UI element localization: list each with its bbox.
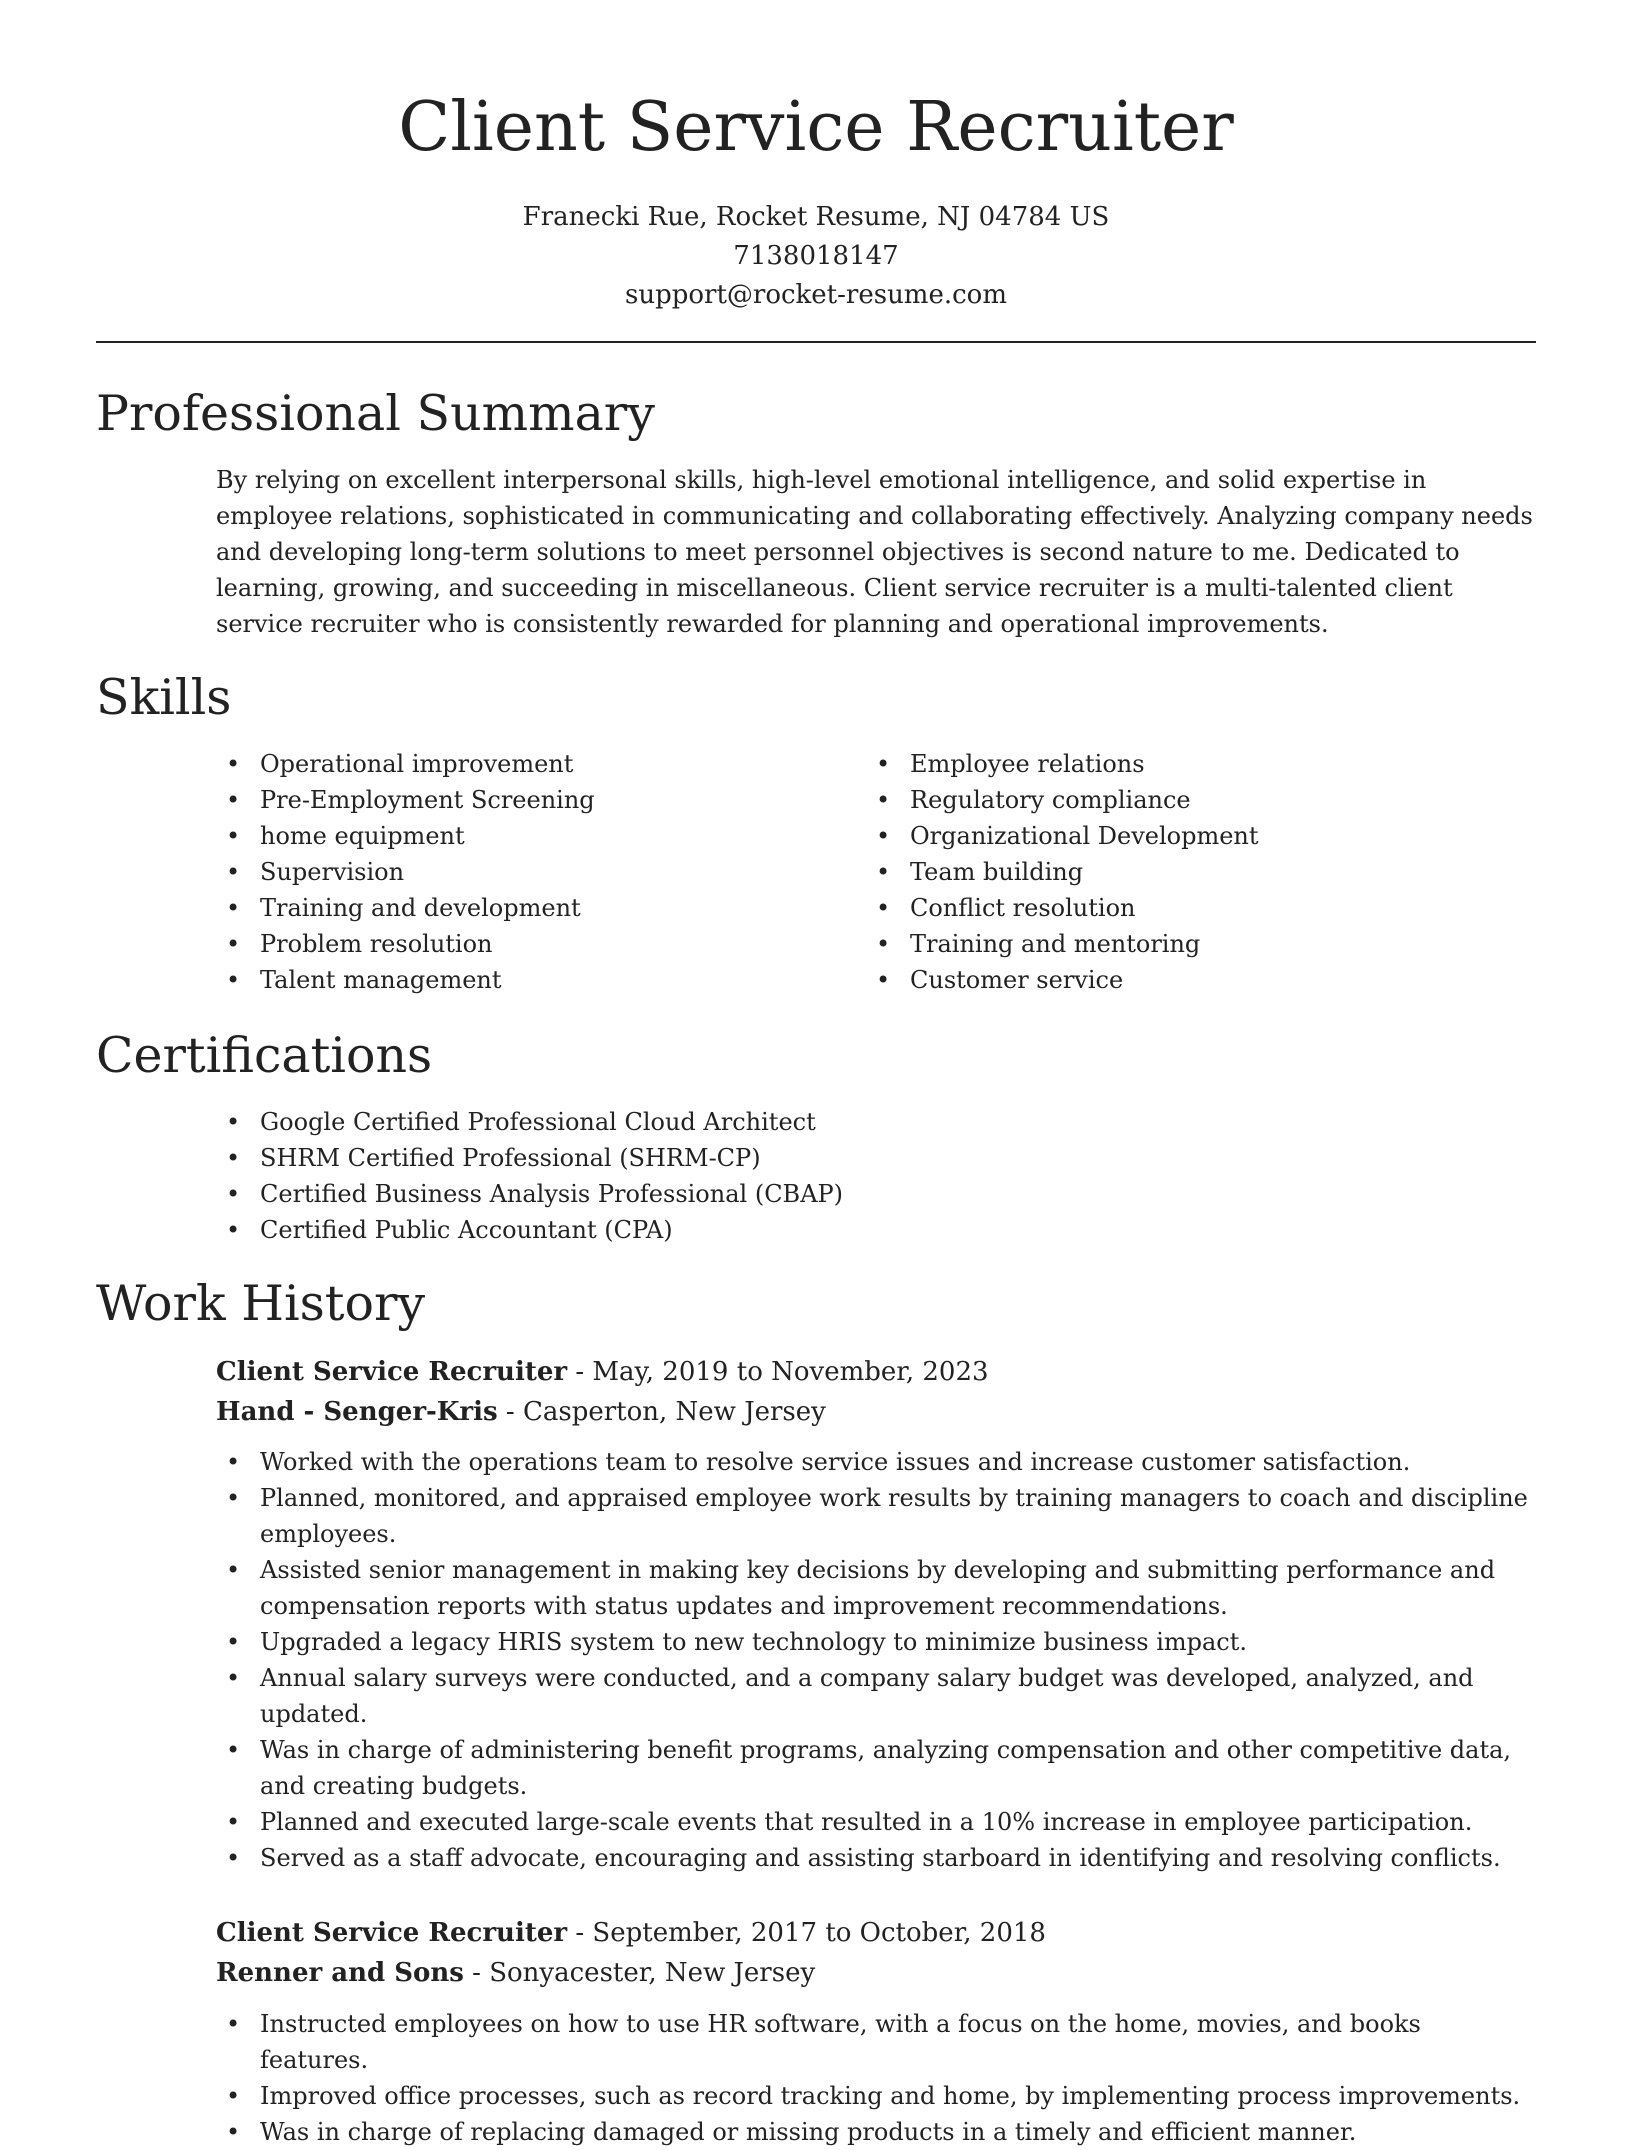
skill-item: • home equipment bbox=[216, 818, 866, 854]
summary-heading: Professional Summary bbox=[96, 385, 655, 442]
skills-list bbox=[216, 746, 1536, 998]
skill-item: • Employee relations bbox=[866, 746, 1516, 782]
contact-phone: 7138018147 bbox=[733, 241, 899, 271]
skill-item: • Customer service bbox=[866, 962, 1516, 998]
job-company: Renner and Sons bbox=[216, 1958, 464, 1988]
header-divider bbox=[96, 341, 1536, 343]
certification-item: • Certified Public Accountant (CPA) bbox=[216, 1212, 1536, 1248]
job-separator: - bbox=[575, 1918, 593, 1948]
job-bullet: • Was in charge of replacing damaged or missing products in a timely and efficient manner. bbox=[216, 2114, 1536, 2150]
job-location: Casperton, New Jersey bbox=[522, 1397, 826, 1427]
skill-item: • Conflict resolution bbox=[866, 890, 1516, 926]
job-bullet: • Instructed employees on how to use HR software, with a focus on the home, movies, and books features. bbox=[216, 2006, 1536, 2078]
skill-item: • Problem resolution bbox=[216, 926, 866, 962]
certifications-heading: Certifications bbox=[96, 1027, 433, 1084]
skill-item: • Regulatory compliance bbox=[866, 782, 1516, 818]
job-title: Client Service Recruiter bbox=[216, 1357, 568, 1387]
summary-text: By relying on excellent interpersonal skills, high-level emotional intelligence, and solid expertise in employee relations, sophisticated in communicating and collaborating effectively. Analyzing company needs and developing long-term solutions to meet personnel objectives is second nature to me. Dedicated to learning, growing, and succeeding in miscellaneous. Client service recruiter is a multi-talented client service recruiter who is consistently rewarded for planning and operational improvements. bbox=[216, 466, 1533, 638]
job-separator: - bbox=[505, 1397, 523, 1427]
skills-column-right bbox=[866, 746, 1516, 998]
skills-heading: Skills bbox=[96, 669, 232, 726]
job-bullet: • Planned and executed large-scale events that resulted in a 10% increase in employee participation. bbox=[216, 1804, 1536, 1840]
job-separator: - bbox=[472, 1958, 490, 1988]
job-title-line bbox=[216, 1352, 1536, 1392]
certification-item: • Google Certified Professional Cloud Architect bbox=[216, 1104, 1536, 1140]
work-history-heading: Work History bbox=[96, 1275, 426, 1332]
job-location: Sonyacester, New Jersey bbox=[489, 1958, 816, 1988]
skill-item: • Talent management bbox=[216, 962, 866, 998]
skill-item: • Training and development bbox=[216, 890, 866, 926]
job-bullet: • Improved office processes, such as record tracking and home, by implementing process improvements. bbox=[216, 2078, 1536, 2114]
job-bullet: • Upgraded a legacy HRIS system to new technology to minimize business impact. bbox=[216, 1624, 1536, 1660]
skill-item: • Pre-Employment Screening bbox=[216, 782, 866, 818]
job-bullet: • Assisted senior management in making key decisions by developing and submitting performance and compensation reports with status updates and improvement recommendations. bbox=[216, 1552, 1536, 1624]
skill-item: • Team building bbox=[866, 854, 1516, 890]
skills-column-left bbox=[216, 746, 866, 998]
job-bullet: • Served as a staff advocate, encouraging and assisting starboard in identifying and resolving conflicts. bbox=[216, 1840, 1536, 1876]
job-bullet: • Annual salary surveys were conducted, and a company salary budget was developed, analyzed, and updated. bbox=[216, 1660, 1536, 1732]
skill-item: • Organizational Development bbox=[866, 818, 1516, 854]
contact-address: Franecki Rue, Rocket Resume, NJ 04784 US bbox=[522, 202, 1110, 232]
skill-item: • Training and mentoring bbox=[866, 926, 1516, 962]
job-company-line bbox=[216, 1953, 1536, 1993]
job-company: Hand - Senger-Kris bbox=[216, 1397, 498, 1427]
job-bullets bbox=[216, 1444, 1536, 1876]
contact-email: support@rocket-resume.com bbox=[624, 280, 1007, 310]
certification-item: • Certified Business Analysis Professional (CBAP) bbox=[216, 1176, 1536, 1212]
certifications-list bbox=[216, 1104, 1536, 1248]
resume-header bbox=[96, 80, 1536, 315]
contact-info bbox=[96, 198, 1536, 315]
job-entry bbox=[216, 1352, 1536, 1432]
certification-item: • SHRM Certified Professional (SHRM-CP) bbox=[216, 1140, 1536, 1176]
job-dates: September, 2017 to October, 2018 bbox=[592, 1918, 1046, 1948]
skill-item: • Supervision bbox=[216, 854, 866, 890]
job-title-line bbox=[216, 1913, 1536, 1953]
job-entry bbox=[216, 1913, 1536, 1993]
candidate-name: Client Service Recruiter bbox=[398, 88, 1234, 167]
job-bullets bbox=[216, 2006, 1536, 2150]
job-separator: - bbox=[575, 1357, 593, 1387]
job-bullet: • Worked with the operations team to resolve service issues and increase customer satisfaction. bbox=[216, 1444, 1536, 1480]
job-company-line bbox=[216, 1392, 1536, 1432]
job-bullet: • Planned, monitored, and appraised employee work results by training managers to coach and discipline employees. bbox=[216, 1480, 1536, 1552]
job-bullet: • Was in charge of administering benefit programs, analyzing compensation and other competitive data, and creating budgets. bbox=[216, 1732, 1536, 1804]
skill-item: • Operational improvement bbox=[216, 746, 866, 782]
job-dates: May, 2019 to November, 2023 bbox=[592, 1357, 989, 1387]
job-title: Client Service Recruiter bbox=[216, 1918, 568, 1948]
